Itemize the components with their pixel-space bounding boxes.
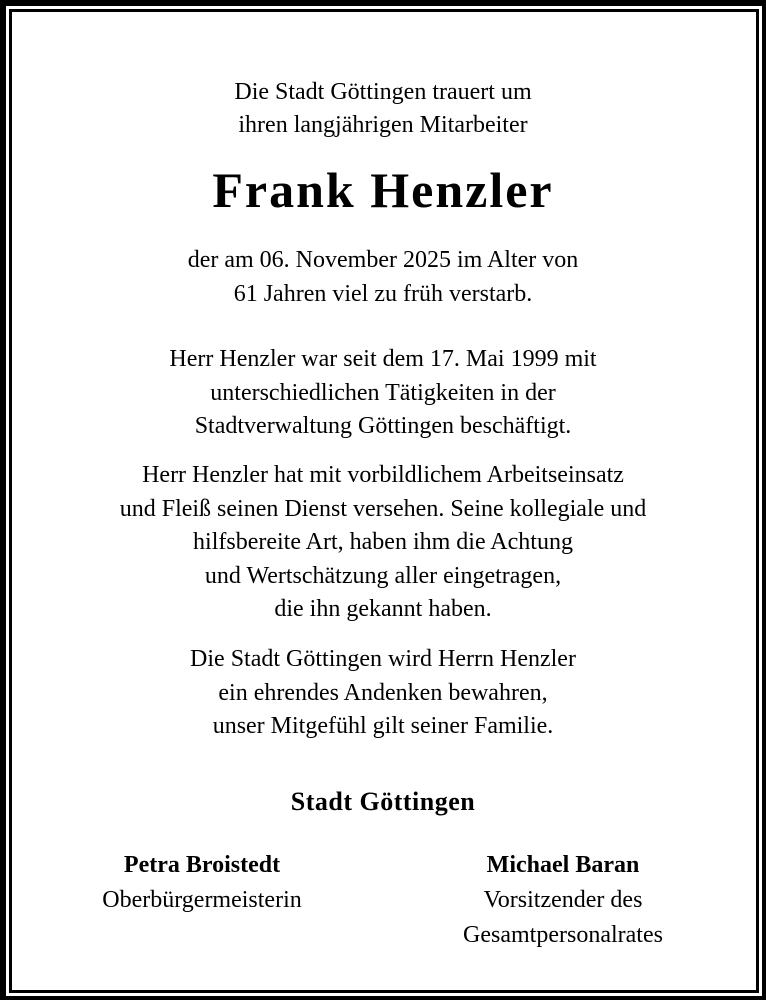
signatory-name: Petra Broistedt <box>123 852 281 878</box>
organization-name: Stadt Göttingen <box>290 787 476 816</box>
career-line: Stadtverwaltung Göttingen beschäftigt. <box>194 413 572 439</box>
tribute-line: und Fleiß seinen Dienst versehen. Seine kollegiale und <box>119 495 647 522</box>
signatory-title: Vorsitzender des <box>483 887 643 913</box>
remembrance-paragraph <box>0 643 766 744</box>
career-paragraph <box>0 343 766 444</box>
deceased-name: Frank Henzler <box>212 162 554 218</box>
career-line: unterschiedlichen Tätigkeiten in der <box>210 379 556 406</box>
intro-line: ihren langjährigen Mitarbeiter <box>238 112 528 138</box>
signatory-staff-council <box>428 848 698 953</box>
signatory-name: Michael Baran <box>486 852 640 878</box>
tribute-line: Herr Henzler hat mit vorbildlichem Arbeitseinsatz <box>142 462 624 488</box>
tribute-line: die ihn gekannt haben. <box>274 596 492 622</box>
intro-text <box>0 76 766 142</box>
tribute-line: und Wertschätzung aller eingetragen, <box>204 562 562 589</box>
remembrance-line: ein ehrendes Andenken bewahren, <box>218 679 548 706</box>
death-info-line: der am 06. November 2025 im Alter von <box>187 247 579 273</box>
intro-line: Die Stadt Göttingen trauert um <box>234 79 532 105</box>
death-info-line: 61 Jahren viel zu früh verstarb. <box>233 280 533 307</box>
tribute-paragraph <box>0 459 766 627</box>
remembrance-line: unser Mitgefühl gilt seiner Familie. <box>212 713 554 739</box>
remembrance-line: Die Stadt Göttingen wird Herrn Henzler <box>190 646 576 672</box>
signatory-title: Oberbürgermeisterin <box>102 887 302 913</box>
tribute-line: hilfsbereite Art, haben ihm die Achtung <box>193 529 573 555</box>
death-info <box>0 244 766 311</box>
career-line: Herr Henzler war seit dem 17. Mai 1999 mit <box>169 346 597 372</box>
signatory-mayor <box>78 848 326 918</box>
signatory-title: Gesamtpersonalrates <box>463 922 663 948</box>
